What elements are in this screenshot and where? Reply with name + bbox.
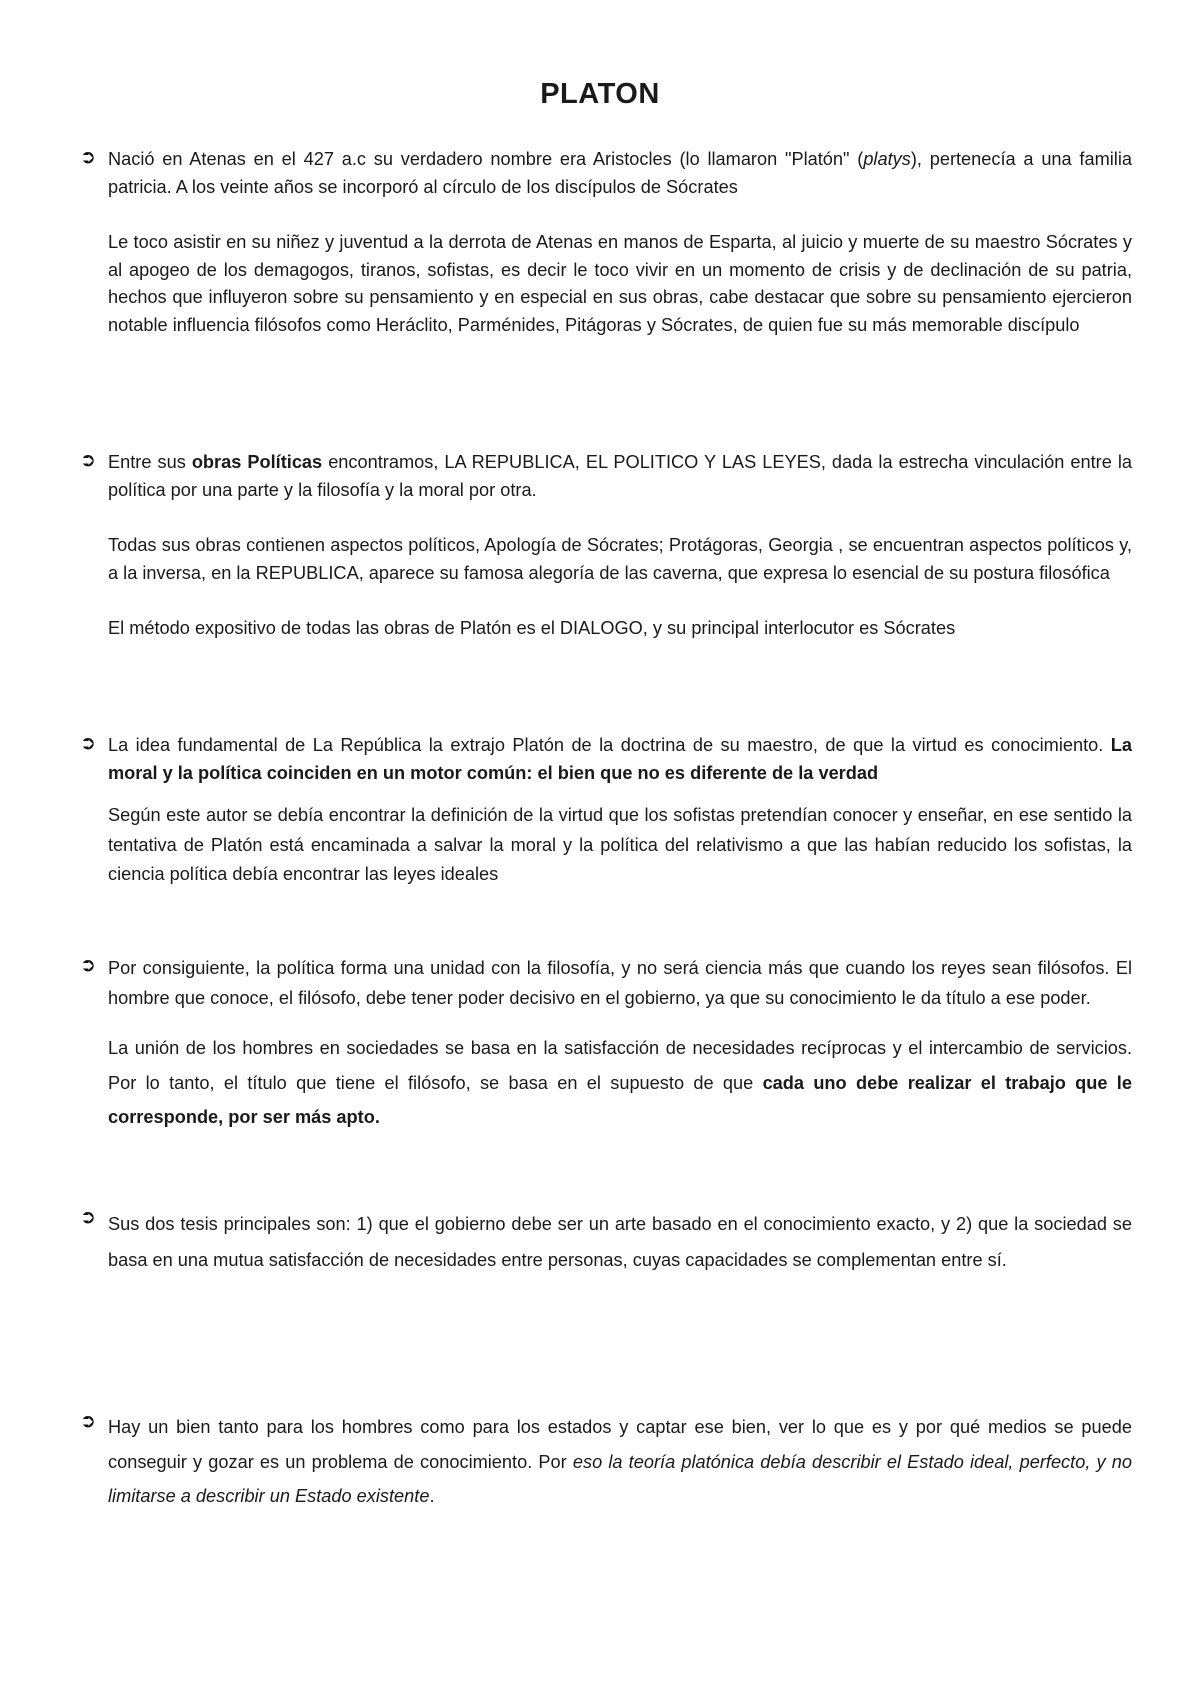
- paragraph: Hay un bien tanto para los hombres como para los estados y captar ese bien, ver lo que es y por qué medios se puede conseguir y gozar es un problema de conocimiento. Por eso la teoría platónica debía describir el Estado ideal, perfecto, y no limitarse a describir un Estado existente.: [108, 1417, 1133, 1506]
- list-item: [80, 954, 1132, 1135]
- list-item: [80, 732, 1132, 890]
- paragraph: El método expositivo de todas las obras de Platón es el DIALOGO, y su principal interlocutor es Sócrates: [108, 618, 956, 638]
- paragraph: Le toco asistir en su niñez y juventud a la derrota de Atenas en manos de Esparta, al juicio y muerte de su maestro Sócrates y al apogeo de los demagogos, tiranos, sofistas, es decir le toco vivir en un momento de crisis y de declinación de su patria, hechos que influyeron sobre su pensamiento y en especial en sus obras, cabe destacar que sobre su pensamiento ejercieron notable influencia filósofos como Heráclito, Parménides, Pitágoras y Sócrates, de quien fue su más memorable discípulo: [108, 232, 1132, 335]
- arrow-right-bullet-icon: ➲: [80, 450, 96, 471]
- paragraph: Todas sus obras contienen aspectos políticos, Apología de Sócrates; Protágoras, Georgia , se encuentran aspectos políticos y, a la inversa, en la REPUBLICA, aparece su famosa alegoría de las caverna, que expresa lo esencial de su postura filosófica: [108, 535, 1132, 583]
- list-item: [80, 449, 1132, 643]
- paragraph: La idea fundamental de La República la extrajo Platón de la doctrina de su maestro, de que la virtud es conocimiento. La moral y la política coinciden en un motor común: el bien que no es diferente de la verdad: [108, 735, 1132, 783]
- paragraph: Nació en Atenas en el 427 a.c su verdadero nombre era Aristocles (lo llamaron "Platón" (platys), pertenecía a una familia patricia. A los veinte años se incorporó al círculo de los discípulos de Sócrates: [108, 149, 1132, 197]
- arrow-right-bullet-icon: ➲: [80, 147, 96, 168]
- paragraph: Según este autor se debía encontrar la definición de la virtud que los sofistas pretendían conocer y enseñar, en ese sentido la tentativa de Platón está encaminada a salvar la moral y la política del relativismo a que las habían reducido los sofistas, la ciencia política debía encontrar las leyes ideales: [108, 805, 1132, 884]
- list-item: [80, 1410, 1133, 1514]
- paragraph: Entre sus obras Políticas encontramos, LA REPUBLICA, EL POLITICO Y LAS LEYES, dada la estrecha vinculación entre la política por una parte y la filosofía y la moral por otra.: [108, 452, 1132, 500]
- paragraph: Por consiguiente, la política forma una unidad con la filosofía, y no será ciencia más que cuando los reyes sean filósofos. El hombre que conoce, el filósofo, debe tener poder decisivo en el gobierno, ya que su conocimiento le da título a ese poder.: [108, 958, 1132, 1008]
- arrow-right-bullet-icon: ➲: [80, 1411, 96, 1432]
- list-item: [80, 146, 1132, 339]
- arrow-right-bullet-icon: ➲: [80, 955, 96, 976]
- page-title: PLATON: [540, 78, 660, 110]
- arrow-right-bullet-icon: ➲: [80, 733, 96, 754]
- paragraph: La unión de los hombres en sociedades se basa en la satisfacción de necesidades recíprocas y el intercambio de servicios. Por lo tanto, el título que tiene el filósofo, se basa en el supuesto de que cada uno debe realizar el trabajo que le corresponde, por ser más apto.: [108, 1038, 1132, 1127]
- arrow-right-bullet-icon: ➲: [80, 1207, 96, 1228]
- list-item: [80, 1206, 1132, 1278]
- paragraph: Sus dos tesis principales son: 1) que el gobierno debe ser un arte basado en el conocimiento exacto, y 2) que la sociedad se basa en una mutua satisfacción de necesidades entre personas, cuyas capacidades se complementan entre sí.: [108, 1214, 1132, 1270]
